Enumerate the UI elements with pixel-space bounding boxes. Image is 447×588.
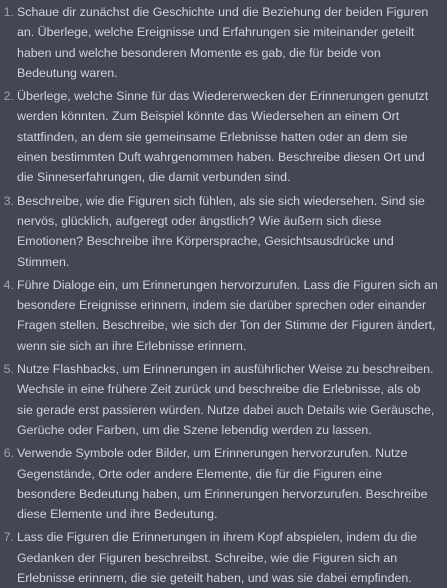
list-item-number: 7. xyxy=(3,530,14,545)
list-item xyxy=(0,86,439,187)
list-item-number: 3. xyxy=(3,193,14,208)
numbered-list xyxy=(0,2,439,588)
list-item-number: 5. xyxy=(3,362,14,377)
list-item-text: Führe Dialoge ein, um Erinnerungen hervorzurufen. Lass die Figuren sich an besondere Ereignisse erinnern, indem sie darüber sprechen oder einander Fragen stellen. Beschreibe, wie sich der Ton der Stimme der Figuren ändert, wenn sie sich an ihre Erlebnisse erinnern. xyxy=(17,277,438,353)
list-item xyxy=(0,359,439,440)
list-item-text: Schaue dir zunächst die Geschichte und die Beziehung der beiden Figuren an. Überlege, welche Ereignisse und Erfahrungen sie miteinander geteilt haben und welche besonderen Momente es gab, die für beide von Bedeutung waren. xyxy=(17,5,429,80)
list-item-text: Verwende Symbole oder Bilder, um Erinnerungen hervorzurufen. Nutze Gegenstände, Orte oder andere Elemente, die für die Figuren eine besondere Bedeutung haben, um Erinnerungen hervorzurufen. Beschreibe diese Elemente und ihre Bedeutung. xyxy=(17,446,428,522)
list-item-text: Überlege, welche Sinne für das Wiedererwecken der Erinnerungen genutzt werden könnten. Zum Beispiel könnte das Wiedersehen an einem Ort stattfinden, an dem sie gemeinsame Erlebnisse hatten oder an dem sie einen bestimmten Duft wahrgenommen haben. Beschreibe diesen Ort und die Sinneserfahrungen, die damit verbunden sind. xyxy=(17,89,429,185)
list-item xyxy=(0,527,439,588)
list-item-number: 1. xyxy=(3,5,14,19)
list-item xyxy=(0,2,439,83)
list-item xyxy=(0,443,439,524)
list-item-text: Lass die Figuren die Erinnerungen in ihrem Kopf abspielen, indem du die Gedanken der Figuren beschreibst. Schreibe, wie die Figuren sich an Erlebnisse erinnern, die sie geteilt haben, und was sie dabei empfinden. xyxy=(17,530,418,586)
list-item-number: 2. xyxy=(3,89,14,104)
list-item-number: 4. xyxy=(3,277,14,292)
list-item-number: 6. xyxy=(3,446,14,461)
list-item-text: Nutze Flashbacks, um Erinnerungen in ausführlicher Weise zu beschreiben. Wechsle in eine frühere Zeit zurück und beschreibe die Erlebnisse, als ob sie gerade erst passieren würden. Nutze dabei auch Details wie Geräusche, Gerüche oder Farben, um die Szene lebendig werden zu lassen. xyxy=(17,362,435,437)
list-item-text: Beschreibe, wie die Figuren sich fühlen, als sie sich wiedersehen. Sind sie nervös, glücklich, aufgeregt oder ängstlich? Wie äußern sich diese Emotionen? Beschreibe ihre Körpersprache, Gesichtsausdrücke und Stimmen. xyxy=(17,193,425,269)
list-item xyxy=(0,275,439,356)
list-item xyxy=(0,191,439,272)
